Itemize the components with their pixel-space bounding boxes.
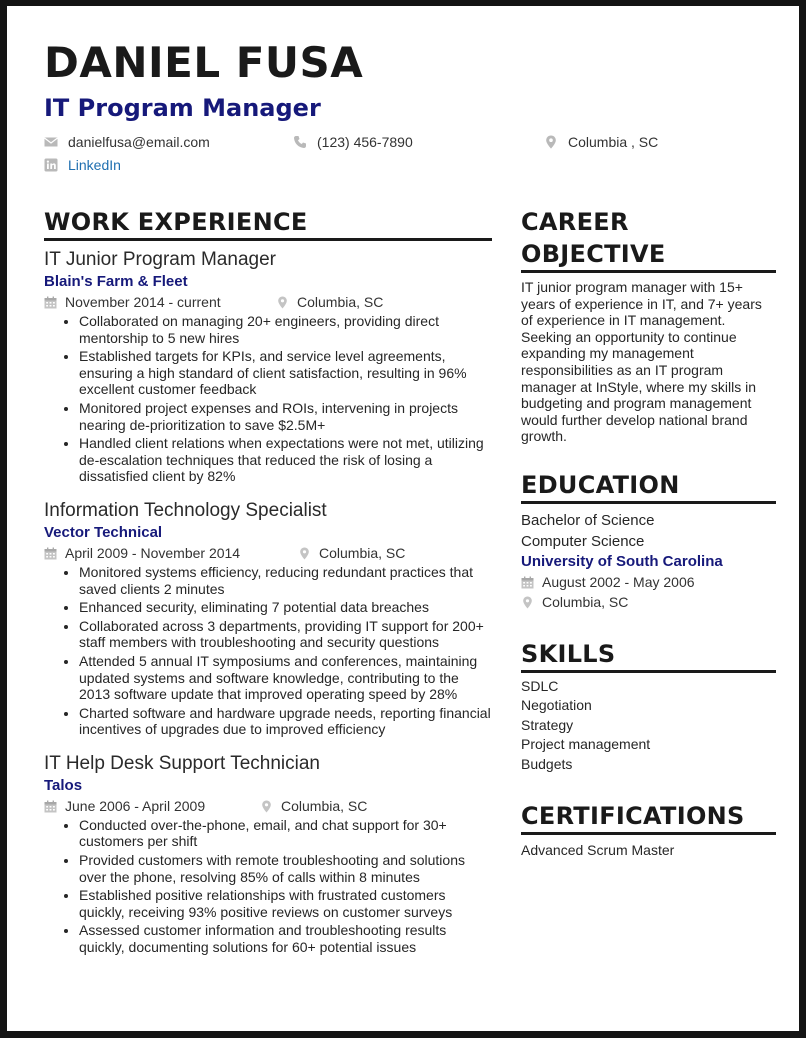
job-dates-text: April 2009 - November 2014 [65,544,241,561]
job-bullet: • Charted software and hardware upgrade needs, reporting financial incentives of upgrades due to improved efficiency [79,705,492,738]
education-location-text: Columbia, SC [542,593,629,610]
job-location [298,544,405,563]
candidate-name: DANIEL FUSA [44,38,364,87]
linkedin-icon [44,158,58,172]
map-pin-icon [521,596,534,609]
education-location [521,593,776,612]
certifications-heading: CERTIFICATIONS [521,800,776,835]
linkedin-link[interactable]: LinkedIn [68,157,121,173]
job-dates-text: November 2014 - current [65,294,221,310]
job-company: Talos [44,776,83,794]
map-pin-icon [260,800,273,813]
job-bullet: • Monitored project expenses and ROIs, intervening in projects nearing de-prioritization to save $2.5M+ [79,400,492,433]
job-location-text: Columbia, SC [297,294,384,310]
career-objective-text: IT junior program manager with 15+ years of experience in IT, and 7+ years of experience in IT management. Seeking an opportunity to continue expanding my management responsibilities as an IT program manager at InStyle, where my skills in budgeting and program management would further develop national brand growth. [521,279,762,445]
skills-list [521,677,776,775]
job-role: IT Help Desk Support Technician [44,752,321,774]
skill-item: Project management [521,736,651,753]
calendar-icon [521,576,534,589]
skill-item: SDLC [521,677,559,694]
education-entry [521,510,776,612]
job-company: Vector Technical [44,523,163,541]
contact-phone [293,133,413,151]
education-heading: EDUCATION [521,469,776,504]
skills-heading: SKILLS [521,638,776,673]
job-entry [44,752,492,956]
job-meta [44,797,492,816]
job-bullets [44,313,492,485]
job-bullet: • Collaborated on managing 20+ engineers, providing direct mentorship to 5 new hires [79,313,492,346]
map-pin-icon [276,296,289,309]
contact-location [544,133,658,151]
job-bullet: • Handled client relations when expectations were not met, utilizing de-escalation techniques that reduced the risk of losing a dissatisfied client by 82% [79,435,492,485]
education-degree: Bachelor of Science [521,511,655,529]
education-field: Computer Science [521,532,645,550]
map-pin-icon [298,547,311,560]
envelope-icon [44,135,58,149]
location-text: Columbia , SC [568,134,659,150]
career-objective-heading-line1: CAREER [521,208,629,236]
job-dates [44,797,260,816]
right-column [521,206,776,859]
education-location-item [521,593,628,612]
job-location [276,293,383,312]
job-dates [44,293,276,312]
job-meta [44,293,492,312]
job-location-text: Columbia, SC [319,544,406,561]
job-dates [44,544,298,563]
job-bullet: • Monitored systems efficiency, reducing redundant practices that saved clients 2 minutes [79,564,492,597]
skill-item: Budgets [521,755,573,772]
calendar-icon [44,800,57,813]
job-bullet: • Assessed customer information and troubleshooting results quickly, documenting solutions for 60+ potential issues [79,922,492,955]
job-bullet: • Established targets for KPIs, and service level agreements, ensuring a high standard of client satisfaction, resulting in 96% excellent customer feedback [79,348,492,398]
education-dates [521,573,776,592]
calendar-icon [44,296,57,309]
phone-text: (123) 456-7890 [317,134,413,150]
education-dates-text: August 2002 - May 2006 [542,573,695,590]
job-location [260,797,367,816]
job-bullet: • Enhanced security, eliminating 7 potential data breaches [79,599,492,616]
skill-item: Strategy [521,716,574,733]
job-role: IT Junior Program Manager [44,249,276,270]
phone-icon [293,135,307,149]
contact-linkedin[interactable] [44,156,121,174]
certification-item: Advanced Scrum Master [521,842,675,859]
job-entry [44,248,492,485]
calendar-icon [44,547,57,560]
job-bullet: • Conducted over-the-phone, email, and chat support for 30+ customers per shift [79,817,492,850]
left-column [44,206,492,958]
job-company: Blain's Farm & Fleet [44,273,188,290]
job-bullet: • Collaborated across 3 departments, providing IT support for 200+ staff members with troubleshooting and security questions [79,618,492,651]
email-text: danielfusa@email.com [68,134,210,150]
work-experience-heading: WORK EXPERIENCE [44,206,492,241]
skill-item: Negotiation [521,697,592,714]
education-dates-item [521,573,695,592]
career-objective-heading [521,206,776,273]
job-bullet: • Established positive relationships with frustrated customers quickly, receiving 93% positive reviews on customer surveys [79,887,492,920]
job-entry [44,499,492,738]
job-bullets [44,817,492,956]
contact-email [44,133,210,151]
map-pin-icon [544,135,558,149]
job-meta [44,544,492,563]
career-objective-heading-line2: OBJECTIVE [521,240,666,268]
job-role: Information Technology Specialist [44,499,327,521]
job-location-text: Columbia, SC [281,797,368,814]
candidate-title: IT Program Manager [44,94,321,122]
education-school: University of South Carolina [521,552,723,570]
job-bullet: • Provided customers with remote troubleshooting and solutions over the phone, resolving 85% of calls within 8 minutes [79,852,492,885]
job-bullets [44,564,492,738]
job-bullet: • Attended 5 annual IT symposiums and conferences, maintaining updated systems and software knowledge, contributing to the 2013 software update that improved operating speed by 28% [79,653,492,703]
job-dates-text: June 2006 - April 2009 [65,797,206,814]
